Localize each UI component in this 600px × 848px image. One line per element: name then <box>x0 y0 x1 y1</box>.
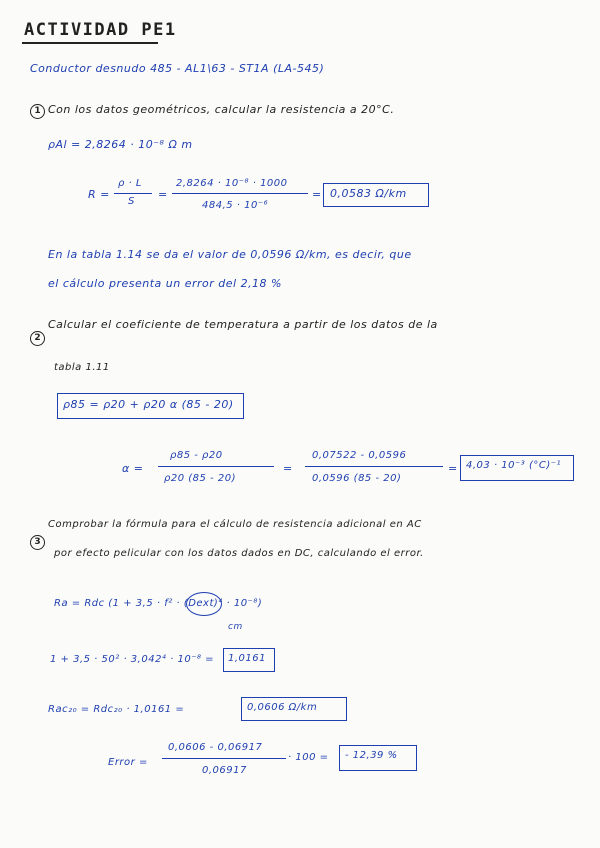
section-3-number: 3 <box>30 535 45 550</box>
resistance-lhs: R = <box>88 188 110 201</box>
rho-aluminium: ρAl = 2,8264 · 10⁻⁸ Ω m <box>48 138 193 151</box>
resistance-numerator-values: 2,8264 · 10⁻⁸ · 1000 <box>176 178 288 189</box>
error-denominator: 0,06917 <box>202 765 247 776</box>
resistance-equals: = <box>158 188 168 201</box>
error-multiplier: · 100 = <box>288 752 329 763</box>
error-numerator: 0,0606 - 0,06917 <box>168 742 263 753</box>
alpha-denominator: ρ20 (85 - 20) <box>164 473 236 484</box>
dext-circle-mark <box>186 592 222 616</box>
alpha-denominator-values: 0,0596 (85 - 20) <box>312 473 402 484</box>
section-1-comment-line-2: el cálculo presenta un error del 2,18 % <box>48 277 283 290</box>
dext-unit-note: cm <box>228 622 243 632</box>
error-fraction-line <box>162 758 286 759</box>
section-2-prompt-line-1: Calcular el coeficiente de temperatura a partir de los datos de la <box>48 318 438 331</box>
conductor-subtitle: Conductor desnudo 485 - AL1\63 - ST1A (LA-545) <box>30 62 325 75</box>
resistance-denominator-values: 484,5 · 10⁻⁶ <box>202 200 269 211</box>
alpha-result: 4,03 · 10⁻³ (°C)⁻¹ <box>466 460 562 471</box>
resistance-numerator: ρ · L <box>118 178 142 189</box>
page-title: ACTIVIDAD PE1 <box>24 20 177 40</box>
ac-resistance-formula: Ra = Rdc (1 + 3,5 · f² · (Dext)⁴ · 10⁻⁸) <box>54 598 263 609</box>
temp-coefficient-formula: ρ85 = ρ20 + ρ20 α (85 - 20) <box>63 398 234 411</box>
section-3-prompt-line-1: Comprobar la fórmula para el cálculo de resistencia adicional en AC <box>48 519 422 530</box>
error-result: - 12,39 % <box>345 750 398 761</box>
ac-resistance-result: 0,0606 Ω/km <box>247 702 318 713</box>
section-2-number: 2 <box>30 331 45 346</box>
section-1-prompt: Con los datos geométricos, calcular la resistencia a 20°C. <box>48 103 395 116</box>
alpha-numerator: ρ85 - ρ20 <box>170 450 223 461</box>
alpha-values-fraction-line <box>305 466 443 467</box>
resistance-values-fraction-line <box>172 193 308 194</box>
ac-resistance-calculation: Rac₂₀ = Rdc₂₀ · 1,0161 = <box>48 704 185 715</box>
alpha-equals-2: = <box>448 462 458 475</box>
section-1-comment-line-1: En la tabla 1.14 se da el valor de 0,0596 Ω/km, es decir, que <box>48 248 412 261</box>
title-underline <box>22 42 158 44</box>
skin-factor-result: 1,0161 <box>228 653 266 664</box>
error-lhs: Error = <box>108 757 148 768</box>
alpha-fraction-line <box>158 466 274 467</box>
alpha-equals: = <box>283 462 293 475</box>
alpha-numerator-values: 0,07522 - 0,0596 <box>312 450 407 461</box>
alpha-lhs: α = <box>122 462 144 475</box>
section-3-prompt-line-2: por efecto pelicular con los datos dados en DC, calculando el error. <box>54 548 424 559</box>
resistance-denominator: S <box>128 196 135 207</box>
resistance-fraction-line <box>114 193 152 194</box>
resistance-result: 0,0583 Ω/km <box>330 187 407 200</box>
section-1-number: 1 <box>30 104 45 119</box>
section-2-prompt-line-2: tabla 1.11 <box>54 362 110 373</box>
skin-factor-calculation: 1 + 3,5 · 50² · 3,042⁴ · 10⁻⁸ = <box>50 654 215 665</box>
resistance-equals-2: = <box>312 188 322 201</box>
